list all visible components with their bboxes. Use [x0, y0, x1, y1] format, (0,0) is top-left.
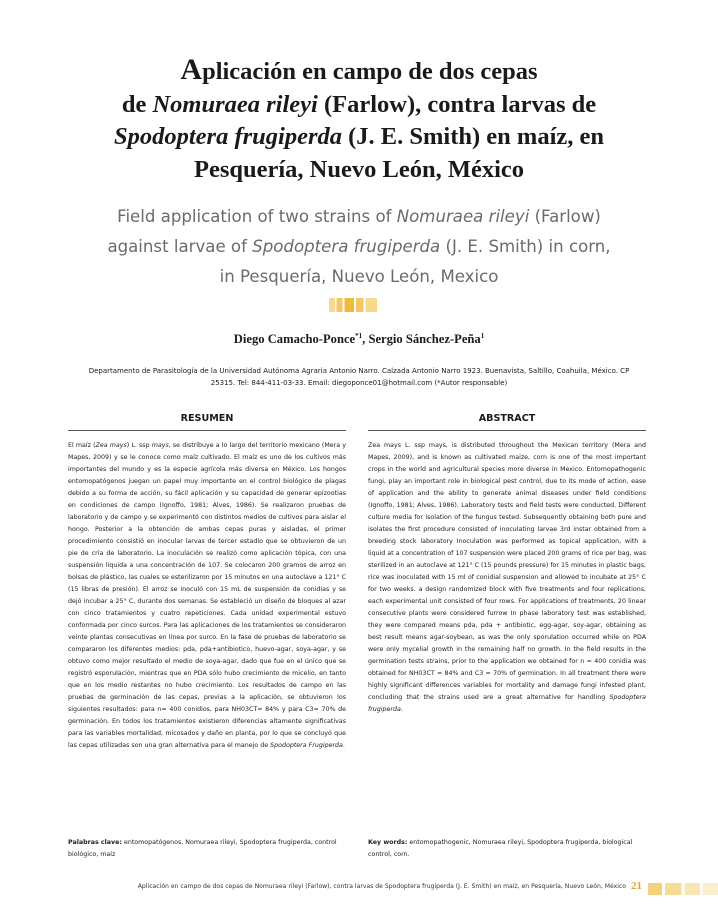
author-separator: ,: [362, 332, 369, 347]
footer-ornament-bar: [648, 883, 718, 895]
spanish-title-line-1: [40, 54, 678, 89]
title-line-2-pre: de: [121, 90, 153, 118]
english-title-line-2: [40, 232, 678, 262]
resumen-part: , se distribuye a lo largo del territorio mexicano (Mera y Mapes, 2009) y se le conoce como maíz cultivado. El maíz es uno de los cultivos más importantes del mundo y es la especie agrícola más diversa en México. Los hongos entomopatógenos juegan un papel muy importante en el control biológico de plagas debido a su forma de acción, su fácil aplicación y su capacidad de generar epizootias en condiciones de campo (Ignoffo, 1981; Alves, 1986). Se realizaron pruebas de laboratorio y de campo y se experimentó con distintos medios de cultivos para aislar el hongo. Posterior a la obtención de ambas cepas puras y aisladas, el primer procedimiento consistió en inocular larvas de tercer estadio que se obtuvieron de un pie de cría de laboratorio. La inoculación se realizó como aplicación tópica, con una suspensión líquida a una concentración de 107. Se colocaron 200 gramos de arroz en bolsas de plástico, las cuales se esterilizaron por 15 minutos en una autoclave a 121° C (15 libras de presión). El arroz se inoculó con 15 mL de suspensión de conidias y se dejó incubar a 25° C, durante dos semanas. Se estableció un diseño de bloques al azar con cinco tratamientos y cuatro repeticiones. Cada unidad experimental estuvo conformada por cinco surcos. Para las aplicaciones de los tratamientos se consideraron veinte plantas consecutivas en línea por surco. En la fase de pruebas de laboratorio se compararon los diferentes medios: pda, pda+antibiotico, huevo-agar, soya-agar, y se obtuvo como mejor resultado el medio de soya-agar, dado que fue en el único que se registró esporulación, mientras que en PDA sólo hubo crecimiento de micelio, en tanto que en los medio restantes no hubo crecimiento. Los resultados de campo en las pruebas de germinación de las cepas, previas a la aplicación, se obtuvieron los siguientes resultados: para n= 400 conidios, para NH03CT= 84% y para C3= 70% de germinación. En todos los tratamientos existieron diferencias altamente significativas para las variables mortalidad, micosados y daño en planta, por lo que se concluyó que las cepas utilizadas son una gran alternativa para el manejo de: [68, 442, 346, 749]
keywords-en-label: Key words:: [368, 839, 408, 846]
page-number: 21: [631, 880, 642, 892]
resumen-heading: RESUMEN: [180, 413, 234, 424]
title-drop-cap: A: [180, 53, 203, 86]
species-name-spodoptera: Spodoptera frugiperda: [113, 123, 342, 150]
spanish-title-line-4: Pesquería, Nuevo León, México: [193, 155, 525, 183]
resumen-text: [68, 440, 346, 752]
keywords-es-label: Palabras clave:: [68, 839, 122, 846]
en-line-1-pre: Field application of two strains of: [117, 207, 397, 226]
author-list: [40, 332, 678, 347]
title-line-2-post: (Farlow), contra larvas de: [317, 90, 597, 118]
resumen-part: .: [342, 742, 345, 749]
author-name: Diego Camacho-Ponce: [233, 332, 356, 347]
title-line-1-rest: plicación en campo de dos cepas: [202, 58, 538, 85]
english-title-line-3: in Pesquería, Nuevo León, Mexico: [219, 267, 499, 286]
spanish-title-line-3: [40, 121, 678, 154]
abstract-part: .: [400, 706, 403, 713]
english-title-line-1: [40, 202, 678, 232]
abstract-italic: Spodoptera frugiperda: [368, 694, 646, 713]
author-name: Sergio Sánchez-Peña: [368, 332, 481, 347]
keywords-es-text: entomopatógenos, Nomuraea rileyi, Spodoptera frugiperda, control biológico, maíz: [68, 839, 337, 858]
author-affiliation-mark: 1: [480, 332, 485, 340]
keywords-en-text: entomopathogenic, Nomuraea rileyi, Spodoptera frugiperda, biological control, corn.: [368, 839, 633, 858]
abstract-text: [368, 440, 646, 716]
spanish-title-line-2: [40, 89, 678, 122]
abstract-heading-rule: [368, 430, 646, 431]
en-line-2-post: (J. E. Smith) in corn,: [440, 237, 611, 256]
keywords-es: [68, 837, 346, 860]
resumen-heading-rule: [68, 430, 346, 431]
running-title-footer: Aplicación en campo de dos cepas de Nomuraea rileyi (Farlow), contra larvas de Spodoptera frugiperda (J. E. Smith) en maíz, en Pesquería, Nuevo León, México: [137, 883, 626, 890]
abstract-heading: ABSTRACT: [478, 413, 536, 424]
keywords-en: [368, 837, 646, 860]
ornament-divider: [329, 298, 377, 312]
english-title: [40, 202, 678, 292]
abstract-part: Zea mays L. ssp mays, is distributed throughout the Mexican territory (Mera and Mapes, 2009), and is known as cultivated maize, corn is one of the most important crops in the world and agricultural species more diverse in Mexico. Entomopathogenic fungi, play an important role in biological pest control, due to its mode of action, ease of application and the ability to generate animal diseases under field conditions (Ignoffo, 1981; Alves, 1986). Laboratory tests and field tests were conducted. Different culture media for isolation of the fungus tested. Subsequently obtaining both pure and isolates the first procedure consisted of inoculating larvae 3rd instar obtained from a breeding stock laboratory Inoculation was performed as topical application, with a liquid at a concentration of 107 suspension were placed 200 grams of rice per bag, was sterilized in an autoclave at 121° C (15 pounds pressure) for 15 minutes in plastic bags, rice was inoculated with 15 ml of conidial suspension and allowed to incubate at 25° C for two weeks. a design randomized block with five treatments and four replications, each experimental unit consisted of four rows. For applications of treatments, 20 linear consecutive plants were considered furrow In phase laboratory test was established, they were compared means pda, pda + antibiotic, egg-agar, soy-agar, obtaining as best result means agar-soybean, as was the only sporulation occurred while on PDA were only mycelial growth in the remaining half no growth. In the field results in the germination tests strains, prior to the application we obtained for n = 400 conidia was obtained for NH03CT = 84% and C3 = 70% of germination. In all treatment there were highly significant differences variables for mortality and damage fungi infested plant, concluding that the strains used are a great alternative for handling: [368, 442, 646, 701]
resumen-part: ) L. ssp: [126, 442, 152, 449]
resumen-part: El maíz (: [68, 442, 96, 449]
en-line-2-pre: against larvae of: [107, 237, 253, 256]
en-species-nomuraea: Nomuraea rileyi: [396, 207, 530, 226]
affiliation: [82, 365, 636, 389]
species-name-nomuraea: Nomuraea rileyi: [152, 90, 318, 118]
resumen-italic: Zea mays: [95, 442, 127, 449]
affiliation-line-2: 25315. Tel: 844-411-03-33. Email: diegoponce01@hotmail.com (*Autor responsable): [210, 379, 508, 387]
spanish-title: [40, 54, 678, 186]
affiliation-line-1: Departamento de Parasitología de la Universidad Autónoma Agraria Antonio Narro. Calzada Antonio Narro 1923. Buenavista, Saltillo, Coahuila, México. CP: [88, 367, 630, 375]
en-species-spodoptera: Spodoptera frugiperda: [252, 237, 441, 256]
resumen-italic: Spodoptera Frugiperda: [270, 742, 343, 749]
author-affiliation-mark: *1: [355, 332, 363, 340]
resumen-italic: mays: [151, 442, 169, 449]
en-line-1-post: (Farlow): [529, 207, 601, 226]
title-line-3-post: (J. E. Smith) en maíz, en: [342, 123, 604, 150]
